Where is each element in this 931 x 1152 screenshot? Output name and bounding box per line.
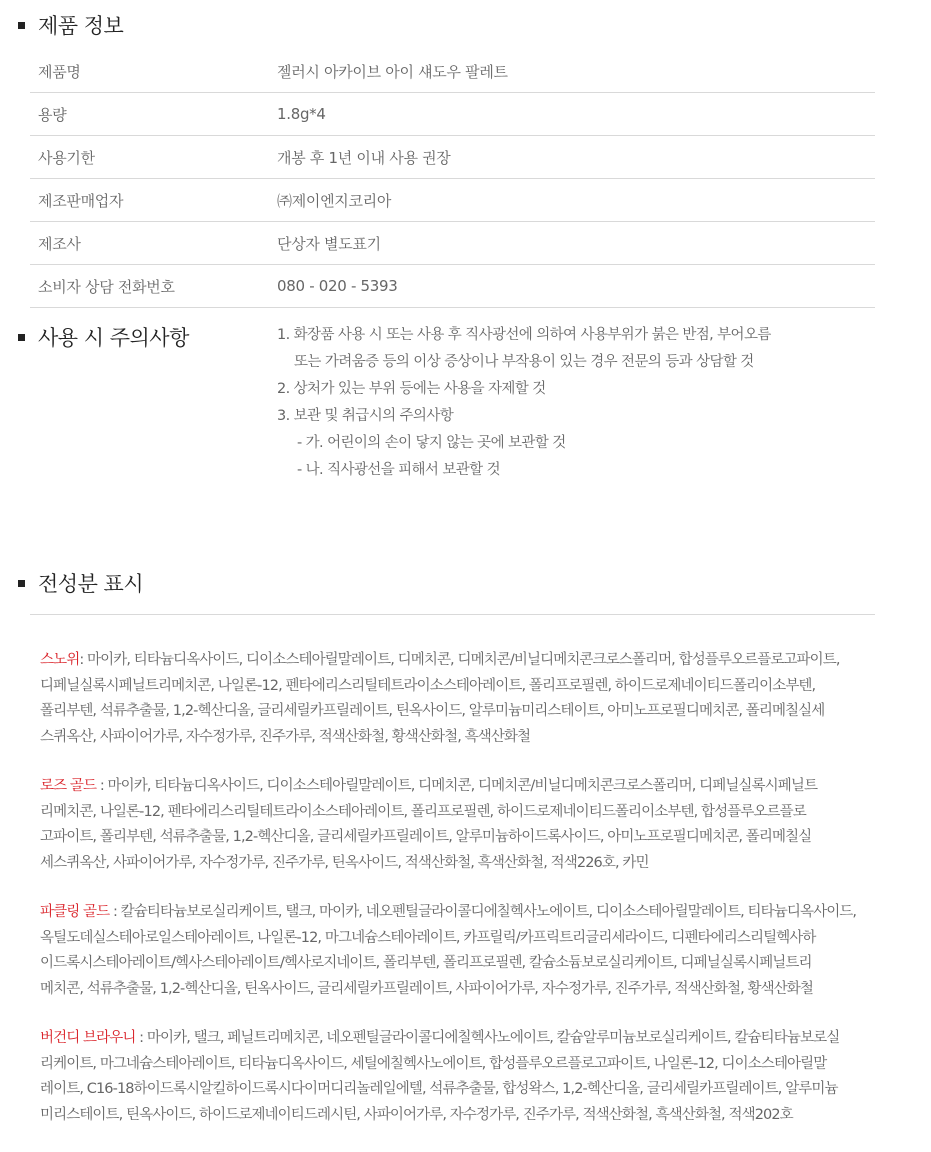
ingredient-line: 미리스테이트, 틴옥사이드, 하이드로제네이티드레시틴, 사파이어가루, 자수정가루, 진주가루, 적색산화철, 흑색산화철, 적색202호 [40, 1106, 793, 1123]
ingredient-line [40, 900, 920, 926]
caution-title: 사용 시 주의사항 [38, 326, 189, 350]
info-value: 개봉 후 1년 이내 사용 권장 [277, 148, 451, 167]
info-value: 080 - 020 - 5393 [277, 277, 398, 295]
ingredient-text: : 마이카, 티타늄디옥사이드, 디이소스테아릴말레이트, 디메치콘, 디메치콘/비닐디메치콘크로스폴리머, 디페닐실록시페닐트 [96, 778, 818, 794]
ingredients-list [40, 648, 920, 1152]
info-value: ㈜제이엔지코리아 [277, 191, 392, 210]
info-row-phone [30, 265, 875, 308]
section-divider [30, 614, 875, 615]
caution-list [277, 322, 877, 484]
shade-name: 파클링 골드 [40, 904, 110, 920]
shade-name: 버건디 브라우니 [40, 1030, 136, 1046]
info-row-distributor [30, 179, 875, 222]
product-info-title: 제품 정보 [38, 14, 124, 38]
info-label: 소비자 상담 전화번호 [38, 277, 175, 296]
ingredient-block-snowy [40, 648, 920, 750]
square-bullet-icon [18, 334, 25, 341]
ingredient-line [40, 774, 920, 800]
caution-subitem: - 가. 어린이의 손이 닿지 않는 곳에 보관할 것 [297, 435, 566, 451]
info-label: 제품명 [38, 62, 81, 81]
info-value: 단상자 별도표기 [277, 234, 381, 253]
ingredients-header [18, 568, 143, 598]
ingredient-text: : 칼슘티타늄보로실리케이트, 탤크, 마이카, 네오펜틸글라이콜디에칠헥사노에이트, 디이소스테아릴말레이트, 티타늄디옥사이드, [109, 904, 857, 920]
ingredient-line: 스퀴옥산, 사파이어가루, 자수정가루, 진주가루, 적색산화철, 황색산화철, 흑색산화철 [40, 728, 531, 745]
ingredient-line: 메치콘, 석류추출물, 1,2-헥산디올, 틴옥사이드, 글리세릴카프릴레이트, 사파이어가루, 자수정가루, 진주가루, 적색산화철, 황색산화철 [40, 980, 814, 997]
product-info-table [30, 50, 875, 308]
shade-name: 로즈 골드 [40, 778, 97, 794]
info-label: 사용기한 [38, 148, 95, 167]
caution-item: 2. 상처가 있는 부위 등에는 사용을 자제할 것 [277, 381, 546, 397]
ingredient-line [40, 648, 920, 674]
info-row-product-name [30, 50, 875, 93]
product-info-header [18, 10, 123, 40]
ingredient-line: 디페닐실록시페닐트리메치콘, 나일론-12, 펜타에리스리틸테트라이소스테아레이트, 폴리프로필렌, 하이드로제네이티드폴리이소부텐, [40, 677, 816, 694]
caution-header [18, 322, 189, 352]
ingredient-block-sparkling-gold [40, 900, 920, 1002]
ingredient-line: 옥틸도데실스테아로일스테아레이트, 나일론-12, 마그네슘스테아레이트, 카프릴릭/카프릭트리글리세라이드, 디펜타에리스리틸헥사하 [40, 929, 816, 946]
square-bullet-icon [18, 580, 25, 587]
ingredient-line: 폴리부텐, 석류추출물, 1,2-헥산디올, 글리세릴카프릴레이트, 틴옥사이드, 알루미늄미리스테이트, 아미노프로필디메치콘, 폴리메칠실세 [40, 703, 825, 719]
ingredient-text: : 마이카, 탤크, 페닐트리메치콘, 네오펜틸글라이콜디에칠헥사노에이트, 칼슘알루미늄보로실리케이트, 칼슘티타늄보로실 [135, 1030, 840, 1046]
info-row-capacity [30, 93, 875, 136]
ingredient-text: : 마이카, 티타늄디옥사이드, 디이소스테아릴말레이트, 디메치콘, 디메치콘/비닐디메치콘크로스폴리머, 합성플루오르플로고파이트, [79, 652, 840, 668]
square-bullet-icon [18, 22, 25, 29]
ingredient-line: 리케이트, 마그네슘스테아레이트, 티타늄디옥사이드, 세틸에칠헥사노에이트, 합성플루오르플로고파이트, 나일론-12, 디이소스테아릴말 [40, 1055, 827, 1072]
info-row-expiry [30, 136, 875, 179]
shade-name: 스노위 [40, 652, 80, 668]
caution-subitem: - 나. 직사광선을 피해서 보관할 것 [297, 462, 500, 478]
info-value: 젤러시 아카이브 아이 섀도우 팔레트 [277, 62, 508, 81]
ingredient-block-rose-gold [40, 774, 920, 876]
ingredient-block-burgundy-brownie [40, 1026, 920, 1128]
caution-item: 3. 보관 및 취급시의 주의사항 [277, 408, 454, 424]
ingredient-line: 레이트, C16-18하이드록시알킬하이드록시다이머디리놀레일에텔, 석류추출물, 합성왁스, 1,2-헥산디올, 글리세릴카프릴레이트, 알루미늄 [40, 1081, 838, 1097]
ingredient-line: 고파이트, 폴리부텐, 석류추출물, 1,2-헥산디올, 글리세릴카프릴레이트, 알루미늄하이드록사이드, 아미노프로필디메치콘, 폴리메칠실 [40, 829, 812, 845]
ingredient-line: 세스퀴옥산, 사파이어가루, 자수정가루, 진주가루, 틴옥사이드, 적색산화철, 흑색산화철, 적색226호, 카민 [40, 854, 649, 871]
ingredients-title: 전성분 표시 [38, 572, 144, 596]
info-row-manufacturer [30, 222, 875, 265]
caution-item: 1. 화장품 사용 시 또는 사용 후 직사광선에 의하여 사용부위가 붉은 반점, 부어오름 [277, 327, 771, 343]
info-value: 1.8g*4 [277, 105, 326, 123]
info-label: 제조판매업자 [38, 191, 124, 210]
ingredient-line: 이드록시스테아레이트/헥사스테아레이트/헥사로지네이트, 폴리부텐, 폴리프로필렌, 칼슘소듐보로실리케이트, 디페닐실록시페닐트리 [40, 955, 812, 971]
info-label: 용량 [38, 105, 67, 124]
ingredient-line: 리메치콘, 나일론-12, 펜타에리스리틸테트라이소스테아레이트, 폴리프로필렌, 하이드로제네이티드폴리이소부텐, 합성플루오르플로 [40, 803, 806, 820]
ingredient-line [40, 1026, 920, 1052]
info-label: 제조사 [38, 234, 81, 253]
caution-item-continued: 또는 가려움증 등의 이상 증상이나 부작용이 있는 경우 전문의 등과 상담할 것 [294, 354, 754, 370]
